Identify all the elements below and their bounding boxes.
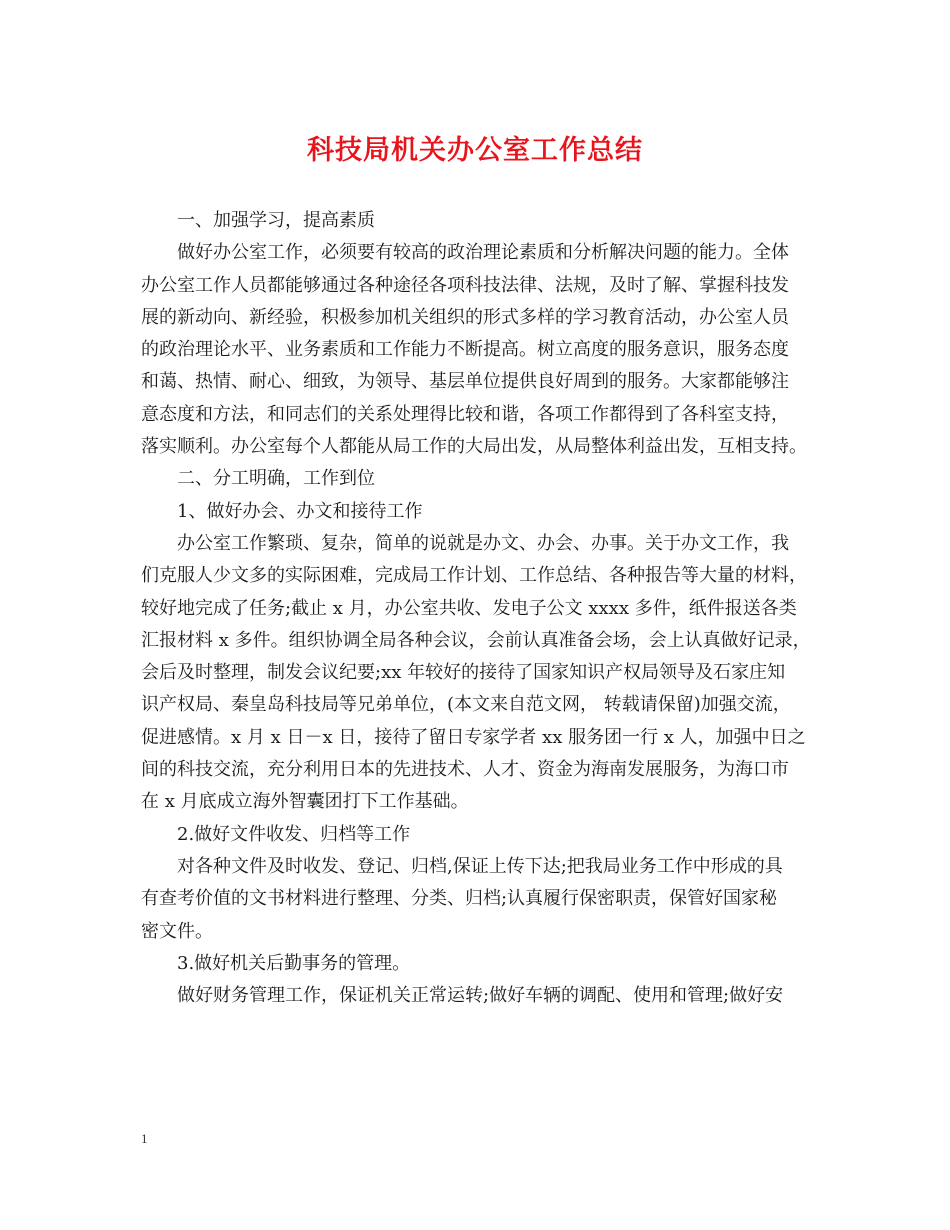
text-line: 办公室工作繁琐、复杂，简单的说就是办文、办会、办事。关于办文工作，我 [177,532,789,554]
text-line: 展的新动向、新经验，积极参加机关组织的形式多样的学习教育活动，办公室人员 [141,306,789,328]
text-line: 促进感情。x 月 x 日－x 日，接待了留日专家学者 xx 服务团一行 x 人，加强中日之 [141,726,806,748]
text-line: 和蔼、热情、耐心、细致，为领导、基层单位提供良好周到的服务。大家都能够注 [141,371,789,393]
text-line: 2.做好文件收发、归档等工作 [177,823,411,845]
text-line: 二、分工明确，工作到位 [177,468,375,490]
text-line: 做好财务管理工作，保证机关正常运转;做好车辆的调配、使用和管理;做好安 [177,985,784,1007]
text-line: 意态度和方法，和同志们的关系处理得比较和谐，各项工作都得到了各科室支持， [141,403,789,425]
text-line: 识产权局、秦皇岛科技局等兄弟单位，(本文来自范文网， 转载请保留)加强交流， [141,694,791,716]
text-line: 一、加强学习，提高素质 [177,210,375,231]
text-line: 们克服人少文多的实际困难，完成局工作计划、工作总结、各种报告等大量的材料， [141,565,807,587]
text-line: 在 x 月底成立海外智囊团打下工作基础。 [141,791,469,813]
text-line: 对各种文件及时收发、登记、归档,保证上传下达;把我局业务工作中形成的具 [177,855,783,877]
page-number: 1 [141,1131,148,1146]
text-line: 较好地完成了任务;截止 x 月，办公室共收、发电子公文 xxxx 多件，纸件报送各类 [141,597,797,619]
text-line: 汇报材料 x 多件。组织协调全局各种会议，会前认真准备会场，会上认真做好记录， [141,629,811,651]
text-line: 办公室工作人员都能够通过各种途径各项科技法律、法规，及时了解、掌握科技发 [141,274,789,296]
document-title: 科技局机关办公室工作总结 [307,135,643,166]
text-line: 做好办公室工作，必须要有较高的政治理论素质和分析解决问题的能力。全体 [177,242,789,264]
text-line: 落实顺利。办公室每个人都能从局工作的大局出发，从局整体利益出发，互相支持。 [141,436,807,458]
document-body [141,205,823,1012]
text-line: 密文件。 [141,920,213,942]
text-line: 有查考价值的文书材料进行整理、分类、归档;认真履行保密职责，保管好国家秘 [141,888,778,910]
text-line: 3.做好机关后勤事务的管理。 [177,952,411,974]
text-line: 间的科技交流，充分利用日本的先进技术、人才、资金为海南发展服务，为海口市 [141,759,789,781]
text-line: 的政治理论水平、业务素质和工作能力不断提高。树立高度的服务意识，服务态度 [141,339,789,361]
text-line: 会后及时整理，制发会议纪要;xx 年较好的接待了国家知识产权局领导及石家庄知 [141,662,786,684]
text-line: 1、做好办会、办文和接待工作 [177,500,423,522]
